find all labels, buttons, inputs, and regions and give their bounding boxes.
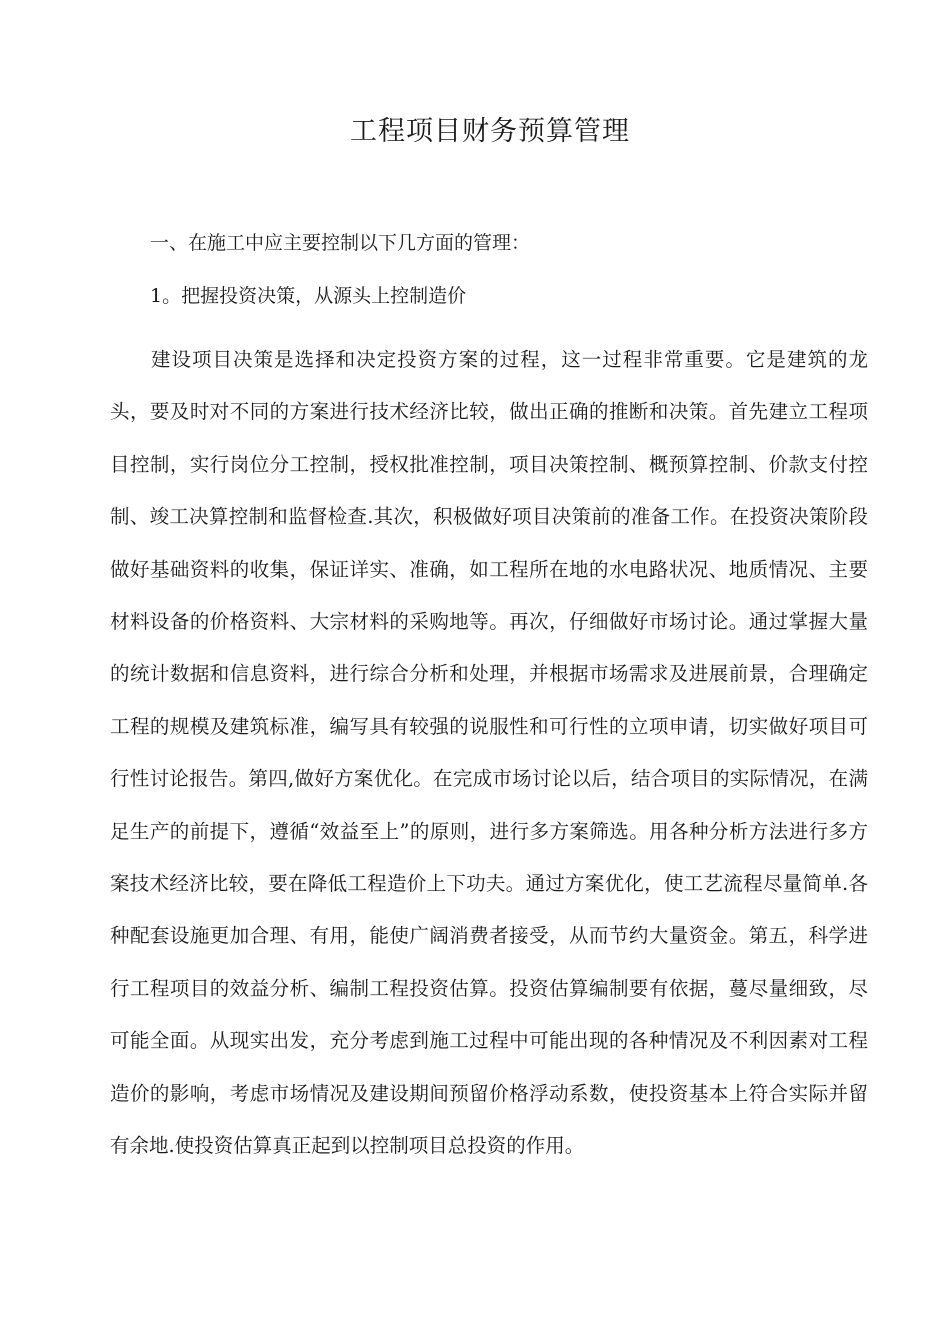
section-heading: 一、在施工中应主要控制以下几方面的管理： bbox=[150, 232, 531, 254]
subsection-heading: 1。把握投资决策，从源头上控制造价 bbox=[150, 285, 467, 307]
body-paragraph: 建设项目决策是选择和决定投资方案的过程，这一过程非常重要。它是建筑的龙头，要及时对不同的方案进行技术经济比较，做出正确的推断和决策。首先建立工程项目控制，实行岗位分工控制，授权批准控制，项目决策控制、概预算控制、价款支付控制、竣工决算控制和监督检查.其次，积极做好项目决策前的准备工作。在投资决策阶段做好基础资料的收集，保证详实、准确，如工程所在地的水电路状况、地质情况、主要材料设备的价格资料、大宗材料的采购地等。再次，仔细做好市场讨论。通过掌握大量的统计数据和信息资料，进行综合分析和处理，并根据市场需求及进展前景，合理确定工程的规模及建筑标准，编写具有较强的说服性和可行性的立项申请，切实做好项目可行性讨论报告。第四,做好方案优化。在完成市场讨论以后，结合项目的实际情况，在满足生产的前提下，遵循“效益至上”的原则，进行多方案筛选。用各种分析方法进行多方案技术经济比较，要在降低工程造价上下功夫。通过方案优化，使工艺流程尽量简单.各种配套设施更加合理、有用，能使广阔消费者接受，从而节约大量资金。第五，科学进行工程项目的效益分析、编制工程投资估算。投资估算编制要有依据，蔓尽量细致，尽可能全面。从现实出发，充分考虑到施工过程中可能出现的各种情况及不利因素对工程造价的影响，考虑市场情况及建设期间预留价格浮动系数，使投资基本上符合实际并留有余地.使投资估算真正起到以控制项目总投资的作用。 bbox=[110, 348, 868, 1158]
page-title: 工程项目财务预算管理 bbox=[350, 116, 630, 147]
